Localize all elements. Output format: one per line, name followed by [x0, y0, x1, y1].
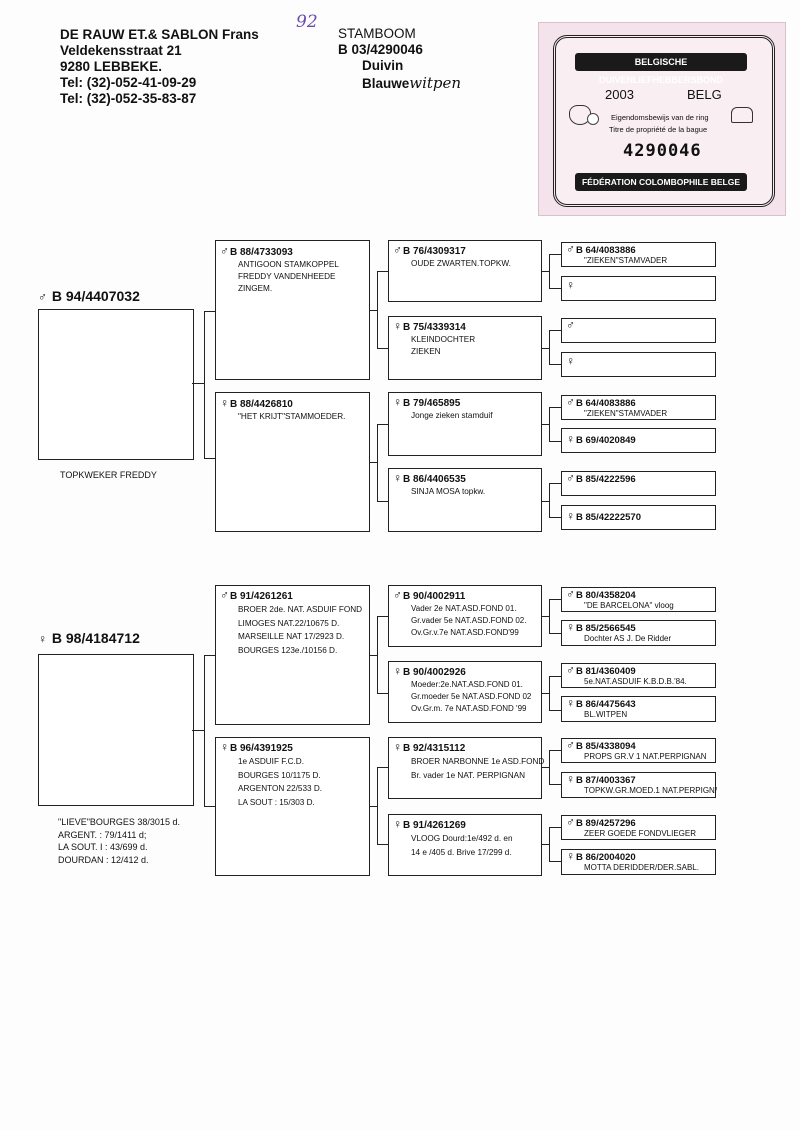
sire-id: ♂ B 94/4407032	[38, 288, 140, 304]
ring-id: ♂B 89/4257296	[566, 815, 636, 829]
card-year: 2003	[605, 87, 634, 102]
ring-id: ♀B 87/4003367	[566, 772, 636, 786]
ring-id	[566, 320, 715, 332]
pedigree-note: ZIEKEN	[411, 347, 441, 356]
pigeon-ring: B 03/4290046	[338, 42, 423, 57]
ring-id	[393, 741, 541, 755]
connector	[377, 616, 388, 617]
male-icon: ♂	[566, 318, 575, 332]
pedigree-note: Vader 2e NAT.ASD.FOND 01.	[411, 604, 517, 613]
pedigree-note: BL.WITPEN	[584, 710, 628, 719]
owner-name: DE RAUW ET.& SABLON Frans	[60, 27, 259, 42]
ring-id: ♀B 69/4020849	[566, 432, 636, 446]
connector	[549, 861, 561, 862]
connector	[377, 844, 388, 845]
pedigree-note: MOTTA DERIDDER/DER.SABL.	[584, 863, 699, 872]
pedigree-note: ANTIGOON STAMKOPPEL	[238, 260, 339, 269]
male-icon: ♂	[566, 395, 575, 409]
connector	[542, 693, 549, 694]
connector	[542, 348, 549, 349]
pedigree-note: 1e ASDUIF F.C.D.	[238, 757, 304, 766]
dam-g4-3	[561, 663, 716, 688]
connector	[542, 844, 549, 845]
connector	[377, 271, 378, 348]
dam-g4-5	[561, 738, 716, 763]
pedigree-note: BOURGES 10/1175 D.	[238, 770, 321, 780]
dam-g4-2	[561, 620, 716, 646]
female-icon: ♀	[566, 354, 575, 368]
female-icon: ♀	[393, 664, 402, 678]
connector	[204, 806, 215, 807]
pedigree-note: Ov.Gr.m. 7e NAT.ASD.FOND '99	[411, 704, 527, 713]
male-icon: ♂	[566, 242, 575, 256]
male-icon: ♂	[220, 244, 229, 258]
pedigree-note: LIMOGES NAT.22/10675 D.	[238, 618, 340, 628]
pedigree-note: PROPS GR.V 1 NAT.PERPIGNAN	[584, 752, 707, 761]
connector	[370, 655, 377, 656]
ring-id: B 76/4309317	[403, 246, 466, 257]
card-ring-number: 4290046	[623, 141, 702, 161]
dam-g4-8	[561, 849, 716, 875]
pedigree-note: MARSEILLE NAT 17/2923 D.	[238, 632, 345, 641]
sire-g4-7	[561, 471, 716, 496]
connector	[549, 633, 561, 634]
male-icon: ♂	[566, 663, 575, 677]
ring-id: ♂B 85/4222596	[566, 471, 636, 485]
pedigree-note: BROER 2de. NAT. ASDUIF FOND	[238, 605, 363, 614]
connector	[377, 271, 388, 272]
female-icon: ♀	[566, 696, 575, 710]
pedigree-note: Moeder:2e.NAT.ASD.FOND 01.	[411, 680, 523, 689]
male-icon: ♂	[566, 815, 575, 829]
ring-id: ♂B 64/4083886	[566, 395, 636, 409]
female-icon: ♀	[220, 740, 229, 754]
ring-id: B 88/4733093	[230, 247, 293, 258]
pigeon-sex: Duivin	[362, 58, 404, 73]
pedigree-note: ARGENTON 22/533 D.	[238, 784, 323, 793]
dam-dd-box	[388, 814, 542, 876]
connector	[549, 750, 561, 751]
ring-id	[393, 665, 541, 679]
ring-id: ♂B 85/4338094	[566, 738, 636, 752]
male-icon: ♂	[566, 471, 575, 485]
connector	[549, 827, 550, 861]
ring-id	[393, 472, 541, 486]
connector	[204, 311, 205, 458]
sire-sire-box	[215, 240, 370, 380]
pedigree-note: Jonge zieken stamduif	[411, 411, 493, 420]
connector	[377, 424, 378, 501]
connector	[549, 254, 561, 255]
pedigree-note: FREDDY VANDENHEEDE	[238, 272, 336, 281]
pedigree-note: TOPKW.GR.MOED.1 NAT.PERPIGN/	[584, 786, 718, 795]
female-icon: ♀	[566, 620, 575, 634]
pedigree-note: Br. vader 1e NAT. PERPIGNAN	[411, 770, 526, 780]
handwritten-number: 92	[296, 12, 318, 32]
sire-dd-box	[388, 468, 542, 532]
connector	[549, 517, 561, 518]
ring-id	[220, 589, 369, 603]
dam-g4-1	[561, 587, 716, 612]
ring-id: B 90/4002926	[403, 667, 466, 678]
ring-id: ♀B 85/2566545	[566, 620, 636, 634]
connector	[549, 710, 561, 711]
dam-ds-box	[388, 737, 545, 799]
ring-id: B 96/4391925	[230, 743, 293, 754]
pedigree-note: OUDE ZWARTEN.TOPKW.	[411, 259, 511, 268]
dam-id: ♀ B 98/4184712	[38, 630, 140, 646]
pedigree-note: 5e.NAT.ASDUIF K.B.D.B.'84.	[584, 677, 687, 686]
dam-dam-box	[215, 737, 370, 876]
ring-id	[393, 589, 541, 603]
sire-photo-frame	[38, 309, 194, 460]
connector	[204, 655, 215, 656]
connector	[192, 730, 204, 731]
dam-photo-frame	[38, 654, 194, 806]
female-icon: ♀	[566, 509, 575, 523]
sire-g4-5	[561, 395, 716, 420]
sire-name: TOPKWEKER FREDDY	[60, 470, 157, 480]
connector	[549, 441, 561, 442]
pedigree-note: LA SOUT : 15/303 D.	[238, 797, 315, 807]
connector	[542, 616, 549, 617]
sire-g4-4	[561, 352, 716, 377]
male-icon: ♂	[393, 243, 402, 257]
sire-sd-box	[388, 316, 542, 380]
ring-id: B 79/465895	[403, 398, 461, 409]
ring-id	[220, 245, 369, 259]
ring-id: ♀B 86/2004020	[566, 849, 636, 863]
connector	[549, 483, 561, 484]
pedigree-note: ZEER GOEDE FONDVLIEGER	[584, 829, 697, 838]
connector	[549, 407, 550, 441]
card-owner-line-fr: Titre de propriété de la bague	[609, 125, 708, 134]
female-icon: ♀	[393, 319, 402, 333]
male-icon: ♂	[566, 587, 575, 601]
connector	[377, 501, 388, 502]
pedigree-note: "ZIEKEN"STAMVADER	[584, 256, 668, 265]
owner-phone-1: Tel: (32)-052-41-09-29	[60, 75, 197, 90]
pedigree-note: BROER NARBONNE 1e ASD.FOND	[411, 757, 545, 766]
ownership-card	[538, 22, 786, 216]
ring-id: B 88/4426810	[230, 399, 293, 410]
pedigree-note: "ZIEKEN"STAMVADER	[584, 409, 668, 418]
pedigree-note: "HET KRIJT"STAMMOEDER.	[238, 412, 346, 421]
card-country: BELG	[687, 87, 722, 102]
ring-id	[220, 397, 369, 411]
pigeon-color-line	[362, 74, 461, 93]
card-owner-line-nl: Eigendomsbewijs van de ring	[611, 113, 709, 122]
crown-emblem-icon	[731, 107, 753, 123]
ring-id: B 86/4406535	[403, 474, 466, 485]
dam-note: LA SOUT. I : 43/699 d.	[58, 842, 148, 852]
sire-dam-box	[215, 392, 370, 532]
pedigree-note: Ov.Gr.v.7e NAT.ASD.FOND'99	[411, 628, 519, 637]
female-icon: ♀	[38, 632, 47, 646]
connector	[204, 655, 205, 806]
sire-g4-6	[561, 428, 716, 453]
pigeon-header	[338, 26, 461, 93]
male-icon: ♂	[393, 588, 402, 602]
pedigree-note: Gr.vader 5e NAT.ASD.FOND 02.	[411, 616, 527, 625]
ring-id: ♂B 81/4360409	[566, 663, 636, 677]
pedigree-note: Dochter AS J. De Ridder	[584, 634, 672, 643]
pedigree-note: "DE BARCELONA" vloog	[584, 601, 674, 610]
dam-note: DOURDAN : 12/412 d.	[58, 854, 149, 865]
ring-id	[393, 320, 541, 334]
connector	[370, 462, 377, 463]
card-banner-bottom: FÉDÉRATION COLOMBOPHILE BELGE	[575, 173, 747, 191]
connector	[542, 271, 549, 272]
female-icon: ♀	[566, 772, 575, 786]
female-icon: ♀	[393, 471, 402, 485]
ring-id	[220, 741, 369, 755]
connector	[377, 767, 388, 768]
pedigree-note: KLEINDOCHTER	[411, 335, 476, 344]
owner-street: Veldekensstraat 21	[60, 43, 182, 58]
pedigree-note: Gr.moeder 5e NAT.ASD.FOND 02	[411, 692, 532, 701]
ring-id: ♀B 85/42222570	[566, 509, 641, 523]
dam-ss-box	[388, 585, 542, 647]
connector	[549, 676, 550, 710]
ring-hole	[587, 113, 599, 125]
pigeon-color: Blauwe	[362, 76, 410, 91]
female-icon: ♀	[393, 740, 402, 754]
female-icon: ♀	[393, 395, 402, 409]
ring-id	[566, 280, 715, 292]
connector	[549, 827, 561, 828]
dam-sire-box	[215, 585, 370, 725]
sire-g4-8	[561, 505, 716, 530]
connector	[204, 458, 215, 459]
connector	[549, 364, 561, 365]
ring-id: B 91/4261261	[230, 591, 293, 602]
pedigree-note: SINJA MOSA topkw.	[411, 487, 486, 496]
dam-g4-4	[561, 696, 716, 722]
dam-g4-7	[561, 815, 716, 840]
sire-ss-box	[388, 240, 542, 302]
pedigree-note: 14 e /405 d. Brive 17/299 d.	[411, 847, 512, 857]
connector	[542, 501, 549, 502]
ring-id: ♀B 86/4475643	[566, 696, 636, 710]
pedigree-note: BOURGES 123e./10156 D.	[238, 645, 338, 655]
connector	[549, 599, 561, 600]
connector	[542, 767, 549, 768]
ring-id	[566, 356, 715, 368]
connector	[192, 383, 204, 384]
ring-id	[393, 396, 541, 410]
sire-g4-1	[561, 242, 716, 267]
connector	[370, 806, 377, 807]
connector	[377, 616, 378, 693]
connector	[542, 424, 549, 425]
owner-phone-2: Tel: (32)-052-35-83-87	[60, 91, 197, 106]
card-banner-top: BELGISCHE DUIVENLIEFHEBBERSBOND	[575, 53, 747, 71]
connector	[549, 750, 550, 784]
pedigree-note: VLOOG Dourd:1e/492 d. en	[411, 834, 513, 843]
connector	[549, 599, 550, 633]
connector	[549, 676, 561, 677]
dam-sd-box	[388, 661, 542, 723]
pedigree-note: ZINGEM.	[238, 284, 273, 293]
connector	[549, 330, 550, 364]
male-icon: ♂	[566, 738, 575, 752]
female-icon: ♀	[566, 278, 575, 292]
connector	[204, 311, 215, 312]
female-icon: ♀	[393, 817, 402, 831]
male-icon: ♂	[38, 290, 47, 304]
connector	[549, 407, 561, 408]
ring-id: B 90/4002911	[403, 591, 466, 602]
dam-note: ARGENT. : 79/1411 d;	[58, 829, 147, 840]
owner-block	[60, 27, 259, 107]
connector	[377, 767, 378, 844]
ring-id	[393, 244, 541, 258]
sire-g4-3	[561, 318, 716, 343]
dam-notes	[58, 816, 180, 866]
ring-id: B 91/4261269	[403, 820, 466, 831]
connector	[549, 784, 561, 785]
ring-id	[393, 818, 541, 832]
connector	[549, 483, 550, 517]
sire-g4-2	[561, 276, 716, 301]
ring-id: ♂B 80/4358204	[566, 587, 636, 601]
doc-title: STAMBOOM	[338, 26, 416, 41]
ring-id: ♂B 64/4083886	[566, 242, 636, 256]
connector	[549, 288, 561, 289]
male-icon: ♂	[220, 588, 229, 602]
female-icon: ♀	[566, 849, 575, 863]
sire-ds-box	[388, 392, 542, 456]
connector	[377, 424, 388, 425]
pigeon-color-handwritten: witpen	[409, 74, 462, 92]
ring-id: B 75/4339314	[403, 322, 466, 333]
connector	[377, 348, 388, 349]
dam-g4-6	[561, 772, 716, 798]
owner-city: 9280 LEBBEKE.	[60, 59, 163, 74]
ring-id: B 92/4315112	[403, 743, 466, 754]
connector	[549, 254, 550, 288]
connector	[370, 310, 377, 311]
connector	[549, 330, 561, 331]
dam-note: "LIEVE"BOURGES 38/3015 d.	[58, 817, 180, 827]
female-icon: ♀	[220, 396, 229, 410]
female-icon: ♀	[566, 432, 575, 446]
connector	[377, 693, 388, 694]
